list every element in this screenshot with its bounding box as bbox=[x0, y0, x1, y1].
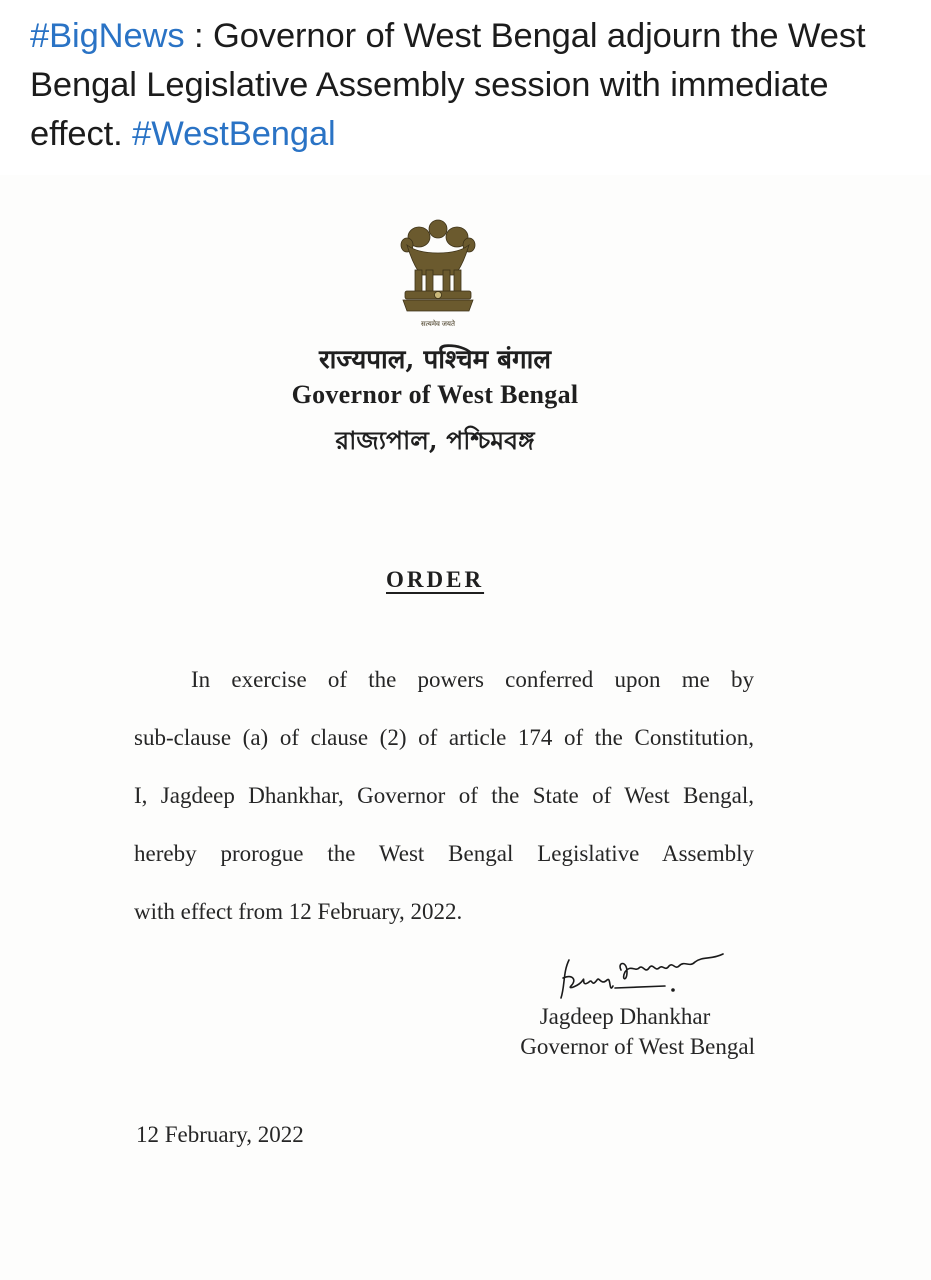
handwritten-signature-icon bbox=[555, 950, 740, 1005]
header-bengali: রাজ্যপাল, পশ্চিমবঙ্গ bbox=[335, 426, 535, 455]
order-body-line: with effect from 12 February, 2022. bbox=[134, 899, 463, 924]
order-document-image bbox=[0, 175, 931, 1280]
order-body-line: sub-clause (a) of clause (2) of article 174 of the Constitution, bbox=[134, 725, 754, 750]
header-hindi: राज्यपाल, पश्चिम बंगाल bbox=[318, 345, 552, 375]
header-english: Governor of West Bengal bbox=[291, 380, 579, 409]
post-caption bbox=[30, 12, 910, 159]
order-body-line: I, Jagdeep Dhankhar, Governor of the State of West Bengal, bbox=[134, 783, 754, 808]
order-date: 12 February, 2022 bbox=[136, 1122, 304, 1147]
order-body bbox=[134, 651, 754, 941]
hashtag-westbengal-link[interactable]: #WestBengal bbox=[132, 115, 336, 153]
order-title: ORDER bbox=[386, 567, 485, 592]
ashoka-emblem-icon bbox=[393, 215, 483, 333]
order-body-line: In exercise of the powers conferred upon me by bbox=[191, 667, 754, 692]
emblem-motto: सत्यमेव जयते bbox=[421, 320, 455, 328]
signatory-title: Governor of West Bengal bbox=[520, 1034, 755, 1059]
caption-text: : Governor of West Bengal adjourn the West Bengal Legislative Assembly session with immediate effect. bbox=[30, 17, 866, 153]
hashtag-bignews-link[interactable]: #BigNews bbox=[30, 17, 185, 55]
order-body-line: hereby prorogue the West Bengal Legislative Assembly bbox=[134, 841, 754, 866]
signatory-name: Jagdeep Dhankhar bbox=[539, 1004, 711, 1029]
